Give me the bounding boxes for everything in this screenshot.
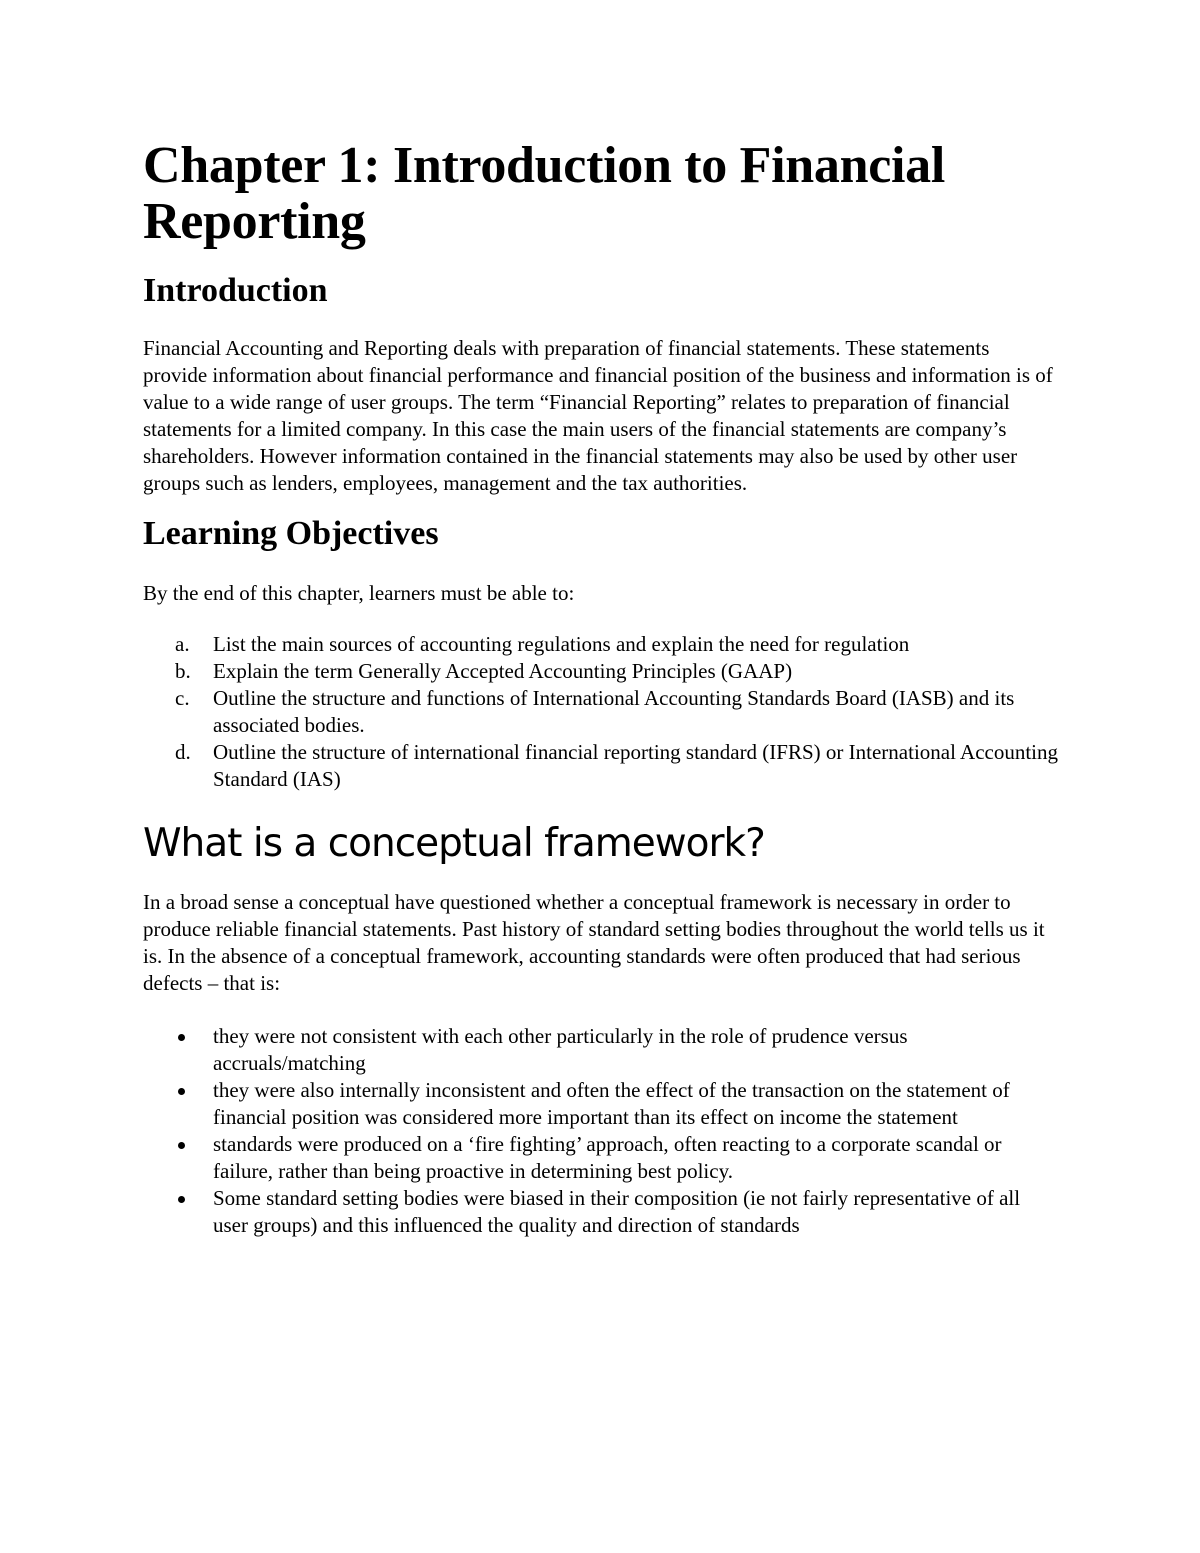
bullet-icon xyxy=(178,1088,185,1095)
list-item xyxy=(143,739,1063,793)
list-marker: a. xyxy=(175,632,190,656)
list-item xyxy=(143,1185,1043,1239)
introduction-heading: Introduction xyxy=(143,272,328,309)
bullet-icon xyxy=(178,1142,185,1149)
learning-objectives-lead: By the end of this chapter, learners must be able to: xyxy=(143,581,575,605)
document-content xyxy=(143,138,1063,1239)
learning-objectives-list xyxy=(143,631,1063,793)
list-item xyxy=(143,658,1063,685)
list-item-text: standards were produced on a ‘fire fighting’ approach, often reacting to a corporate scandal or failure, rather than being proactive in determining best policy. xyxy=(213,1132,1002,1183)
list-item-text: they were also internally inconsistent and often the effect of the transaction on the statement of financial position was considered more important than its effect on income the statement xyxy=(213,1078,1010,1129)
introduction-paragraph: Financial Accounting and Reporting deals with preparation of financial statements. These statements provide information about financial performance and financial position of the business and information is of value to a wide range of user groups. The term “Financial Reporting” relates to preparation of financial statements for a limited company. In this case the main users of the financial statements are company’s shareholders. However information contained in the financial statements may also be used by other user groups such as lenders, employees, management and the tax authorities. xyxy=(143,336,1053,495)
list-marker: d. xyxy=(175,740,191,764)
learning-objectives-heading: Learning Objectives xyxy=(143,515,439,552)
list-item-text: List the main sources of accounting regulations and explain the need for regulation xyxy=(213,632,910,656)
bullet-icon xyxy=(178,1034,185,1041)
list-marker: b. xyxy=(175,659,191,683)
conceptual-framework-heading: What is a conceptual framework? xyxy=(143,821,765,866)
list-item-text: they were not consistent with each other particularly in the role of prudence versus accruals/matching xyxy=(213,1024,908,1075)
list-item xyxy=(143,631,1063,658)
list-item xyxy=(143,1077,1043,1131)
list-item-text: Outline the structure of international financial reporting standard (IFRS) or International Accounting Standard (IAS) xyxy=(213,740,1059,791)
list-item-text: Outline the structure and functions of International Accounting Standards Board (IASB) and its associated bodies. xyxy=(213,686,1015,737)
list-item-text: Some standard setting bodies were biased in their composition (ie not fairly representative of all user groups) and this influenced the quality and direction of standards xyxy=(213,1186,1021,1237)
bullet-icon xyxy=(178,1196,185,1203)
list-item xyxy=(143,685,1063,739)
list-marker: c. xyxy=(175,686,190,710)
list-item-text: Explain the term Generally Accepted Accounting Principles (GAAP) xyxy=(213,659,793,683)
defects-bullet-list xyxy=(143,1023,1043,1239)
list-item xyxy=(143,1131,1043,1185)
chapter-title: Chapter 1: Introduction to Financial Reporting xyxy=(143,137,946,250)
list-item xyxy=(143,1023,1043,1077)
conceptual-framework-paragraph: In a broad sense a conceptual have questioned whether a conceptual framework is necessary in order to produce reliable financial statements. Past history of standard setting bodies throughout the world tells us it is. In the absence of a conceptual framework, accounting standards were often produced that had serious defects – that is: xyxy=(143,890,1045,995)
